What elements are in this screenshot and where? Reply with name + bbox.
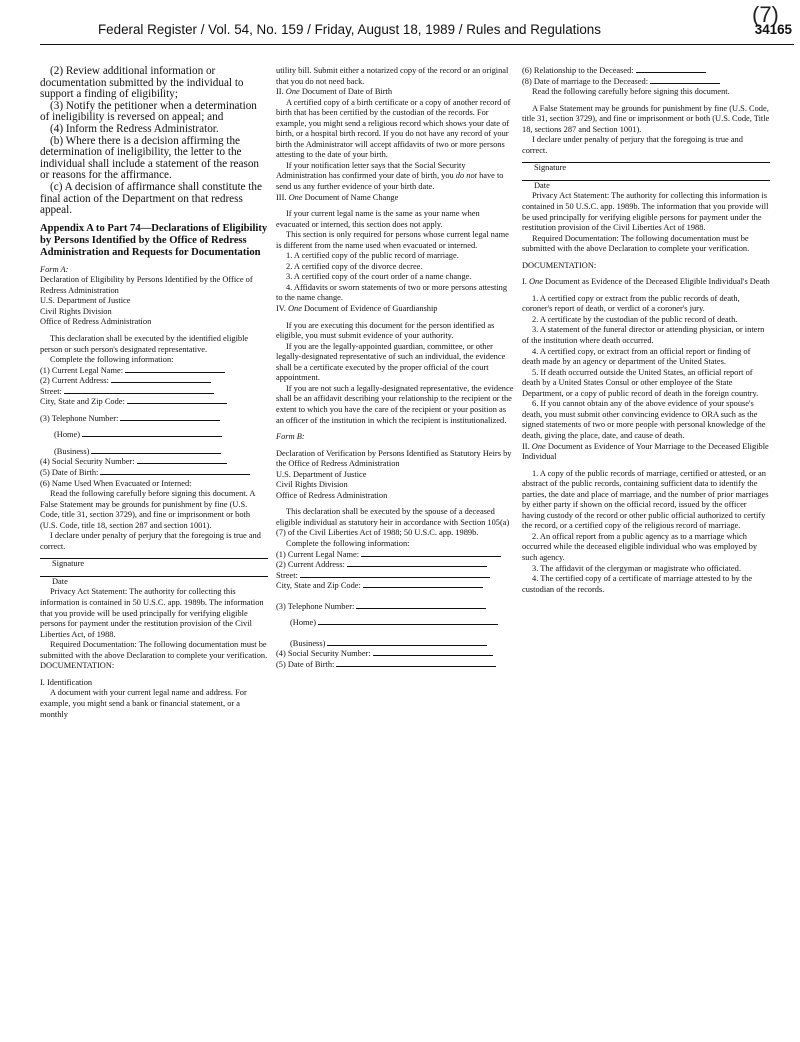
- list-item: (c) A decision of affirmance shall constitute the final action of the Department on that redress appeal.: [40, 180, 262, 217]
- agency-line: Civil Rights Division: [276, 480, 348, 490]
- list-item: 1. A certified copy or extract from the public records of death, coroner's report of death, or verdict of a coroner's jury.: [522, 293, 740, 314]
- guardianship-text: If you are executing this document for the person identified as eligible, you must submit evidence of your authority.: [276, 320, 495, 341]
- header-title: Federal Register / Vol. 54, No. 159 / Friday, August 18, 1989 / Rules and Regulations: [98, 22, 601, 37]
- header-rule: [40, 44, 794, 45]
- declaration-text: I declare under penalty of perjury that the foregoing is true and correct.: [40, 531, 261, 551]
- field-current-legal-name: (1) Current Legal Name:: [40, 366, 268, 377]
- field-city-state-zip: City, State and Zip Code:: [40, 397, 268, 408]
- agency-line: Office of Redress Administration: [40, 317, 152, 327]
- form-a-title: Declaration of Eligibility by Persons Identified by the Office of Redress Administration: [40, 275, 253, 295]
- form-b-title: Declaration of Verification by Persons Identified as Statutory Heirs by the Office of Redress Administration: [276, 448, 512, 469]
- agency-line: U.S. Department of Justice: [276, 469, 367, 479]
- field-telephone: (3) Telephone Number:: [276, 602, 514, 613]
- field-business-phone: (Business): [276, 639, 514, 650]
- form-a-label: Form A:: [40, 264, 69, 274]
- header-page-number: 34165: [754, 22, 792, 37]
- running-header: [98, 20, 798, 42]
- field-marriage-date: (8) Date of marriage to the Deceased:: [522, 77, 770, 88]
- section-heading-dob: II. One Document of Date of Birth: [276, 87, 393, 97]
- list-item: (2) Review additional information or documentation submitted by the individual to support a finding of eligibility;: [40, 65, 244, 101]
- section-heading-death: I. One Document as Evidence of the Deceased Eligible Individual's Death: [522, 277, 770, 287]
- list-item: 4. Affidavits or sworn statements of two or more persons attesting to the name change.: [276, 282, 508, 303]
- list-item: 3. A statement of the funeral director or attending physician, or intern of the institution where death occurred.: [522, 325, 765, 346]
- form-b-label: Form B:: [276, 432, 305, 442]
- intro-text: This declaration shall be executed by the identified eligible person or such person's designated representative.: [40, 334, 249, 354]
- complete-text: Complete the following information:: [50, 355, 174, 365]
- appendix-heading: Appendix A to Part 74—Declarations of Eligibility by Persons Identified by the Office of Redress Administration and Requests for Documentation: [40, 222, 268, 258]
- agency-line: Office of Redress Administration: [276, 490, 388, 500]
- guardianship-text: If you are the legally-appointed guardian, committee, or other legally-designated representative of such an individual, the evidence shall be a certificate executed by the proper official of the court appointment.: [276, 341, 506, 383]
- list-item: 6. If you cannot obtain any of the above evidence of your spouse's death, you must submit other convincing evidence to ORA such as the signed statements of two or more people with personal knowledge of the death, giving the place, date, and cause of death.: [522, 399, 766, 440]
- identification-text: A document with your current legal name and address. For example, you might send a bank or financial statement, or a monthly: [40, 688, 247, 719]
- dob-text: A certified copy of a birth certificate or a copy of another record of birth that has been certified by the custodian of the records. For example, you might send a religious record which shows your date of birth, or a hospital birth record. If you do not have any record of your birth the Administrator will accept affidavits of two or more persons attesting to the date of your birth.: [276, 97, 511, 160]
- field-ssn: (4) Social Security Number:: [276, 649, 514, 660]
- name-change-text: If your current legal name is the same as your name when evacuated or interned, this section does not apply.: [276, 209, 480, 229]
- required-documentation: Required Documentation: The following documentation must be submitted with the above Declaration to complete your verification.: [522, 233, 750, 254]
- agency-line: U.S. Department of Justice: [40, 296, 131, 306]
- utility-bill-text: utility bill. Submit either a notarized copy of the record or an original that you do not need back.: [276, 66, 509, 86]
- column-3: [522, 66, 770, 595]
- section-heading-guardianship: IV. One Document of Evidence of Guardianship: [276, 304, 438, 314]
- field-ssn: (4) Social Security Number:: [40, 457, 268, 468]
- documentation-heading: DOCUMENTATION:: [522, 260, 597, 270]
- false-statement: A False Statement may be grounds for punishment by fine (U.S. Code, title 31, section 3729), and fine or imprisonment or both (U.S. Code, Title 18, sections 287 and Section 1001).: [522, 103, 770, 134]
- list-item: 3. The affidavit of the clergyman or magistrate who officiated.: [532, 563, 741, 573]
- list-item: 1. A certified copy of the public record of marriage.: [286, 251, 459, 261]
- field-current-address: (2) Current Address:: [276, 560, 514, 571]
- identification-heading: I. Identification: [40, 677, 93, 687]
- list-item: 4. A certified copy, or extract from an official report or finding of death made by an agency or department of the United States.: [522, 346, 751, 367]
- complete-text: Complete the following information:: [286, 538, 410, 548]
- list-item: 3. A certified copy of the court order of a name change.: [286, 272, 472, 282]
- section-heading-marriage: II. One Document as Evidence of Your Marriage to the Deceased Eligible Individual: [522, 441, 769, 462]
- signature-line: Signature: [40, 558, 268, 570]
- field-city-state-zip: City, State and Zip Code:: [276, 581, 514, 592]
- date-line: Date: [40, 576, 268, 588]
- read-warning: Read the following carefully before signing this document.: [532, 87, 730, 97]
- intro-text: This declaration shall be executed by the spouse of a deceased eligible individual as statutory heir in accordance with Section 105(a)(7) of the Civil Liberties Act of 1988; 50 U.S.C. app. 1989b.: [276, 507, 510, 538]
- field-relationship: (6) Relationship to the Deceased:: [522, 66, 770, 77]
- agency-line: Civil Rights Division: [40, 306, 112, 316]
- column-1: [40, 66, 268, 720]
- field-current-legal-name: (1) Current Legal Name:: [276, 550, 514, 561]
- field-street: Street:: [40, 387, 268, 398]
- list-item: 2. A certified copy of the divorce decree.: [286, 261, 423, 271]
- field-current-address: (2) Current Address:: [40, 376, 268, 387]
- notification-text: If your notification letter says that the Social Security Administration has confirmed your date of birth, you do not have to send us any further evidence of your birth date.: [276, 160, 504, 192]
- field-dob: (5) Date of Birth:: [276, 660, 514, 671]
- field-street: Street:: [276, 571, 514, 582]
- list-item: (4) Inform the Redress Administrator.: [50, 122, 219, 135]
- signature-line: Signature: [522, 162, 770, 174]
- privacy-statement: Privacy Act Statement: The authority for collecting this information is contained in 50 U.S.C. app. 1989b. The information that you provide will be used principally for verifying eligible persons for payment under the restitution provision of the Civil Liberties Act, of 1988.: [40, 587, 264, 639]
- section-heading-name-change: III. One Document of Name Change: [276, 192, 399, 202]
- date-line: Date: [522, 180, 770, 192]
- field-home-phone: (Home): [40, 430, 268, 441]
- column-2: [276, 66, 514, 670]
- field-home-phone: (Home): [276, 618, 514, 629]
- list-item: 2. An offical report from a public agency as to a marriage which occurred while the deceased eligible individual who was employed by such agency.: [522, 531, 758, 562]
- read-warning: Read the following carefully before signing this document. A False Statement may be grounds for punishment by fine (U.S. Code, title 31, section 3729), and fine or imprisonment or both (U.S. Code, title 18, section 287 and section 1001).: [40, 489, 255, 530]
- privacy-statement: Privacy Act Statement: The authority for collecting this information is contained in 50 U.S.C. app. 1989b. The information that you provide will be used principally for verifying eligible persons for payment under the restitution provision of the Civil Liberties Act of 1988.: [522, 191, 769, 233]
- field-evacuation-name: (6) Name Used When Evacuated or Interned:: [40, 478, 192, 488]
- documentation-heading: DOCUMENTATION:: [40, 661, 115, 671]
- list-item: 1. A copy of the public records of marriage, certified or attested, or an abstract of the public records, containing sufficient data to identify the parties, the date and place of marriage, and the number of prior marriages by either party if shown on the official record, issued by the officer having custody of the record or other public official authorized to certify the record, or a certified copy of the religious record of marriage.: [522, 468, 769, 531]
- field-business-phone: (Business): [40, 447, 268, 458]
- list-item: (3) Notify the petitioner when a determination of ineligibility is reversed on appeal; and: [40, 99, 257, 124]
- list-item: (b) Where there is a decision affirming the determination of ineligibility, the letter to the individual shall include a statement of the reason or reasons for the affirmance.: [40, 134, 260, 182]
- list-item: 4. The certified copy of a certificate of marriage attested to by the custodian of the records.: [522, 574, 753, 594]
- guardianship-text: If you are not such a legally-designated representative, the evidence shall be an affidavit describing your relationship to the recipient or the extent to which you have the care of the recipient or your position as an officer of the institution in which the recipient is institutionalized.: [276, 383, 514, 425]
- handwritten-page-mark: (7): [752, 2, 779, 27]
- declaration-text: I declare under penalty of perjury that the foregoing is true and correct.: [522, 135, 743, 155]
- list-item: 5. If death occurred outside the United States, an official report of death by a United States Consul or other employee of the State Department, or a copy of public record of death in the foreign country.: [522, 367, 759, 398]
- name-change-text: This section is only required for persons whose current legal name is different from the name used when evacuated or interned.: [276, 230, 509, 250]
- list-item: 2. A certificate by the custodian of the public record of death.: [532, 314, 738, 324]
- field-dob: (5) Date of Birth:: [40, 468, 268, 479]
- field-telephone: (3) Telephone Number:: [40, 414, 268, 425]
- required-documentation: Required Documentation: The following documentation must be submitted with the above Declaration to complete your verification.: [40, 640, 268, 660]
